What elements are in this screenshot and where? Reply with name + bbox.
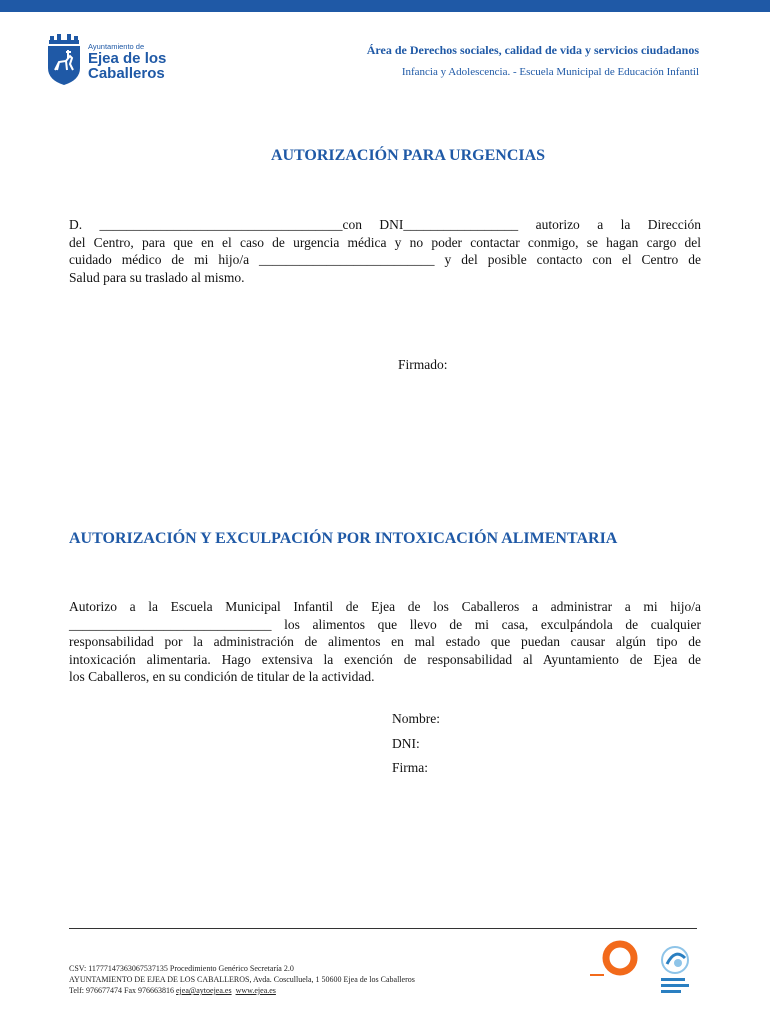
department-heading: Infancia y Adolescencia. - Escuela Municipal de Educación Infantil: [401, 66, 699, 78]
paragraph-line: Autorizo a la Escuela Municipal Infantil de Ejea de los Caballeros a administrar a mi hijo/a: [69, 599, 701, 614]
footer-text: [69, 963, 415, 996]
web-link[interactable]: www.ejea.es: [235, 986, 276, 995]
child-friendly-city-logo: [590, 940, 640, 996]
paragraph-line: ______________________________ los alimentos que llevo de mi casa, exculpándola de cualquier: [69, 616, 701, 632]
paragraph-line: D. ____________________________________con DNI_________________ autorizo a la Dirección: [69, 217, 701, 232]
section2-title: AUTORIZACIÓN Y EXCULPACIÓN POR INTOXICACIÓN ALIMENTARIA: [69, 530, 618, 547]
logo-small-text: Ayuntamiento de: [88, 42, 145, 51]
paragraph-line: cuidado médico de mi hijo/a __________________________ y del posible contacto con el Centro de: [69, 252, 701, 267]
paragraph-line: responsabilidad por la administración de alimentos en mal estado que puedan causar algún tipo de: [69, 634, 701, 649]
paragraph-line: intoxicación alimentaria. Hago extensiva la exención de responsabilidad al Ayuntamiento de Ejea de: [69, 651, 701, 667]
section2-paragraph: [69, 598, 701, 686]
signature-label: Firma:: [392, 760, 428, 775]
town-logo: [46, 34, 176, 86]
paragraph-line: Salud para su traslado al mismo.: [69, 269, 245, 285]
section1-paragraph: [69, 216, 701, 286]
town-crest-icon: [46, 34, 82, 86]
email-link[interactable]: ejea@aytoejea.es: [176, 986, 232, 995]
signed-label: Firmado:: [398, 357, 448, 372]
footer-csv: CSV: 11777147363067537135 Procedimiento Genérico Secretaría 2.0: [69, 964, 294, 973]
paragraph-line: los Caballeros, en su condición de titular de la actividad.: [69, 669, 375, 684]
top-bar: [0, 0, 770, 12]
footer-divider: [69, 928, 697, 929]
footer-address: AYUNTAMIENTO DE EJEA DE LOS CABALLEROS, Avda. Cosculluela, 1 50600 Ejea de los Caballeros: [69, 975, 415, 984]
name-label: Nombre:: [392, 711, 440, 726]
area-heading: Área de Derechos sociales, calidad de vida y servicios ciudadanos: [366, 43, 699, 57]
logo-name: Ejea de los Caballeros: [88, 50, 167, 82]
section1-title: AUTORIZACIÓN PARA URGENCIAS: [270, 147, 546, 164]
paragraph-line: del Centro, para que en el caso de urgencia médica y no poder contactar conmigo, se hagan cargo del: [69, 234, 701, 250]
dni-label: DNI:: [392, 736, 420, 751]
footer-contact: Telf: 976677474 Fax 976663816 ejea@aytoejea.es www.ejea.es: [69, 986, 276, 995]
ciudad-amiga-logo: [659, 944, 693, 994]
